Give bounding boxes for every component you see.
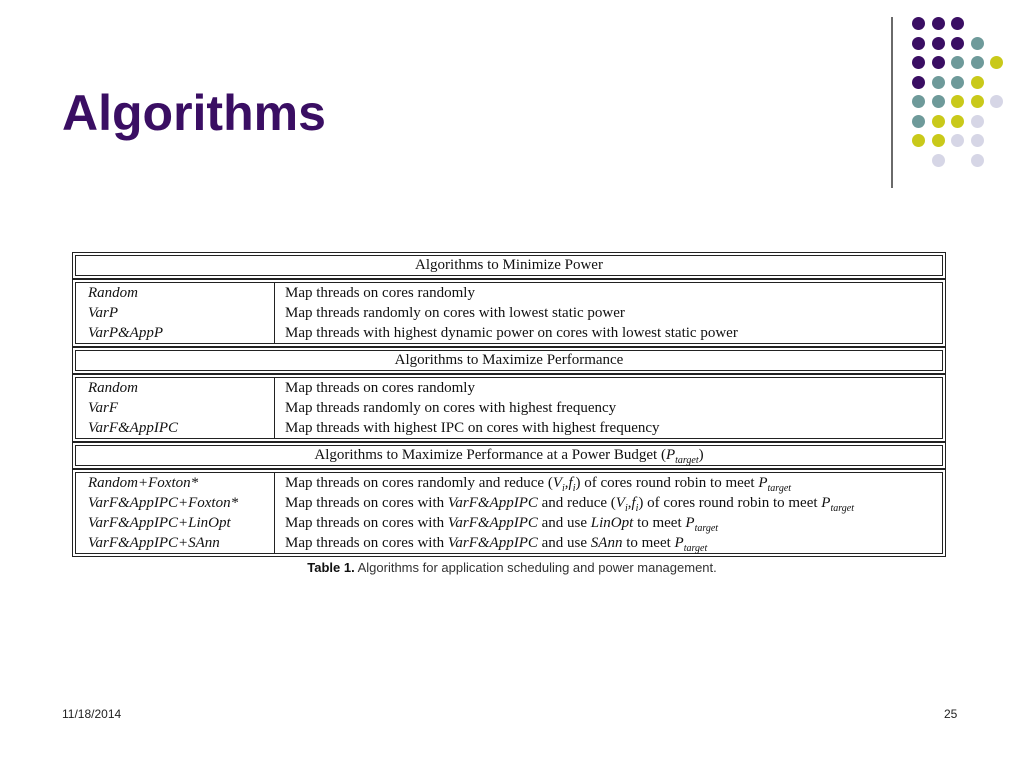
decorative-dot xyxy=(912,17,925,30)
decorative-dot xyxy=(951,17,964,30)
algorithm-name: VarP&AppP xyxy=(88,325,163,341)
slide-date: 11/18/2014 xyxy=(62,707,122,721)
decorative-dot xyxy=(951,76,964,89)
decorative-dot xyxy=(971,37,984,50)
decorative-dot xyxy=(971,154,984,167)
algorithm-name: VarF&AppIPC+SAnn xyxy=(88,535,220,551)
section-power-budget xyxy=(75,472,943,554)
decorative-dot xyxy=(932,134,945,147)
decorative-dot xyxy=(951,56,964,69)
decorative-dot xyxy=(912,76,925,89)
decorative-dot xyxy=(990,56,1003,69)
decorative-dot xyxy=(971,56,984,69)
decorative-dot xyxy=(951,115,964,128)
algorithm-description: Map threads on cores with VarF&AppIPC and reduce $(V_i,f_i)$ of cores round robin to meet $P_{target}$ xyxy=(285,495,854,514)
decorative-dot xyxy=(971,76,984,89)
algorithms-table xyxy=(72,252,946,560)
decorative-dot xyxy=(912,115,925,128)
decorative-dot xyxy=(912,37,925,50)
algorithm-name: Random+Foxton* xyxy=(88,475,199,491)
decorative-dot xyxy=(951,95,964,108)
algorithm-description: Map threads with highest IPC on cores with highest frequency xyxy=(285,420,660,436)
algorithm-description: Map threads on cores randomly and reduce $(V_i,f_i)$ of cores round robin to meet $P_{target}$ xyxy=(285,475,792,494)
algorithm-name: Random xyxy=(88,285,138,301)
algorithm-description: Map threads randomly on cores with lowest static power xyxy=(285,305,625,321)
decorative-dot xyxy=(971,115,984,128)
decorative-dot xyxy=(932,115,945,128)
slide-title: Algorithms xyxy=(62,85,326,141)
decorative-dot xyxy=(912,95,925,108)
decorative-dot xyxy=(912,134,925,147)
table-caption: Table 1. Algorithms for application scheduling and power management. xyxy=(307,560,717,575)
algorithm-description: Map threads on cores randomly xyxy=(285,380,475,396)
section-minimize-power xyxy=(75,282,943,344)
decorative-dot xyxy=(951,37,964,50)
algorithm-description: Map threads on cores randomly xyxy=(285,285,475,301)
decorative-dot xyxy=(932,17,945,30)
section-header-maximize-performance: Algorithms to Maximize Performance xyxy=(75,350,943,371)
algorithm-description: Map threads on cores with VarF&AppIPC and use LinOpt to meet $P_{target}$ xyxy=(285,515,719,534)
decorative-dot xyxy=(932,56,945,69)
algorithm-name: VarF xyxy=(88,400,118,416)
decorative-dot xyxy=(932,76,945,89)
decorative-dot xyxy=(971,134,984,147)
algorithm-name: Random xyxy=(88,380,138,396)
algorithm-name: VarP xyxy=(88,305,118,321)
decorative-dot xyxy=(951,134,964,147)
decorative-dot xyxy=(990,95,1003,108)
section-maximize-performance xyxy=(75,377,943,439)
algorithm-description: Map threads with highest dynamic power on cores with lowest static power xyxy=(285,325,738,341)
decorative-dot xyxy=(932,154,945,167)
algorithm-name: VarF&AppIPC+LinOpt xyxy=(88,515,231,531)
decorative-dot xyxy=(932,37,945,50)
section-header-minimize-power: Algorithms to Minimize Power xyxy=(75,255,943,276)
decorative-dot xyxy=(912,56,925,69)
decorative-dot xyxy=(932,95,945,108)
decorative-dot xyxy=(971,95,984,108)
algorithm-description: Map threads randomly on cores with highest frequency xyxy=(285,400,617,416)
algorithm-description: Map threads on cores with VarF&AppIPC and use SAnn to meet $P_{target}$ xyxy=(285,535,708,554)
algorithm-name: VarF&AppIPC+Foxton* xyxy=(88,495,239,511)
title-divider-line xyxy=(891,17,893,188)
section-header-power-budget: Algorithms to Maximize Performance at a Power Budget $(P_{target})$ xyxy=(75,445,943,466)
slide-page-number: 25 xyxy=(944,707,958,721)
algorithm-name: VarF&AppIPC xyxy=(88,420,178,436)
